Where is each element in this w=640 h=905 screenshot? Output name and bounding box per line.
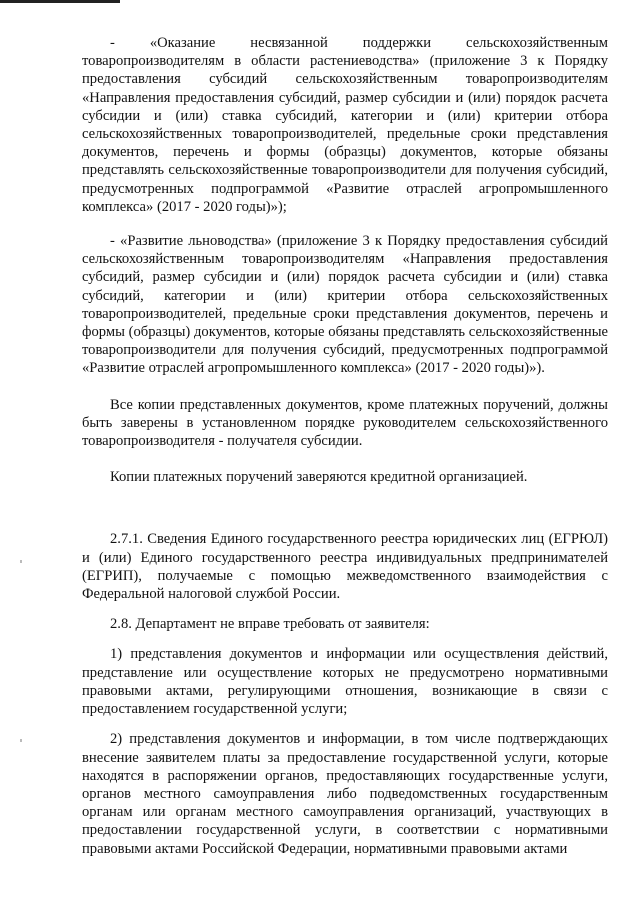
paragraph-flax-development: - «Развитие льноводства» (приложение 3 к Порядку предоставления субсидий сельскохозяйственным товаропроизводителям «Направления предоставления субсидий, размер субсидии и (или) порядок расчета субсидии и (или) ставка субсидий, категории и (или) критерии отбора сельскохозяйственных товаропроизводителей, предельные сроки представления документов, перечень и формы (образцы) документов, которые обязаны представлять сельскохозяйственные товаропроизводители для получения субсидий, предусмотренных подпрограммой «Развитие отраслей агропромышленного комплекса» (2017 - 2020 годы)»). (82, 233, 608, 377)
paragraph-crop-support: - «Оказание несвязанной поддержки сельскохозяйственным товаропроизводителям в области растениеводства» (приложение 3 к Порядку предоставления субсидий сельскохозяйственным товаропроизводителям «Направления предоставления субсидий, размер субсидии и (или) порядок расчета субсидии и (или) ставка субсидий, категории и (или) критерии отбора сельскохозяйственных товаропроизводителей, предельные сроки представления документов, перечень и формы (образцы) документов, которые обязаны представлять сельскохозяйственные товаропроизводители для получения субсидий, предусмотренных подпрограммой «Развитие отраслей агропромышленного комплекса» (2017 - 2020 годы)»); (82, 35, 608, 215)
scan-speck (20, 739, 22, 742)
paragraph-2-7-1: 2.7.1. Сведения Единого государственного реестра юридических лиц (ЕГРЮЛ) и (или) Единого государственного реестра индивидуальных предпринимателей (ЕГРИП), получаемые с помощью межведомственного взаимодействия с Федеральной налоговой службой России. (82, 531, 608, 603)
top-edge-rule (0, 0, 120, 3)
paragraph-payment-orders: Копии платежных поручений заверяются кредитной организацией. (110, 469, 528, 486)
paragraph-2-8: 2.8. Департамент не вправе требовать от заявителя: (110, 616, 430, 633)
paragraph-item-1: 1) представления документов и информации или осуществления действий, представление или осуществление которых не предусмотрено нормативными правовыми актами, регулирующими отношения, возникающие в связи с предоставлением государственной услуги; (82, 646, 608, 718)
paragraph-copies-certification: Все копии представленных документов, кроме платежных поручений, должны быть заверены в установленном порядке руководителем сельскохозяйственного товаропроизводителя - получателя субсидии. (82, 396, 608, 450)
paragraph-item-2: 2) представления документов и информации, в том числе подтверждающих внесение заявителем платы за предоставление государственной услуги, которые находятся в распоряжении органов, предоставляющих государственные услуги, органов местного самоуправления либо подведомственных государственным органам или органам местного самоуправления организаций, участвующих в предоставлении государственной услуги, в соответствии с нормативными правовыми актами Российской Федерации, нормативными правовыми актами (82, 731, 608, 857)
document-page (82, 34, 608, 858)
scan-speck (20, 560, 22, 563)
